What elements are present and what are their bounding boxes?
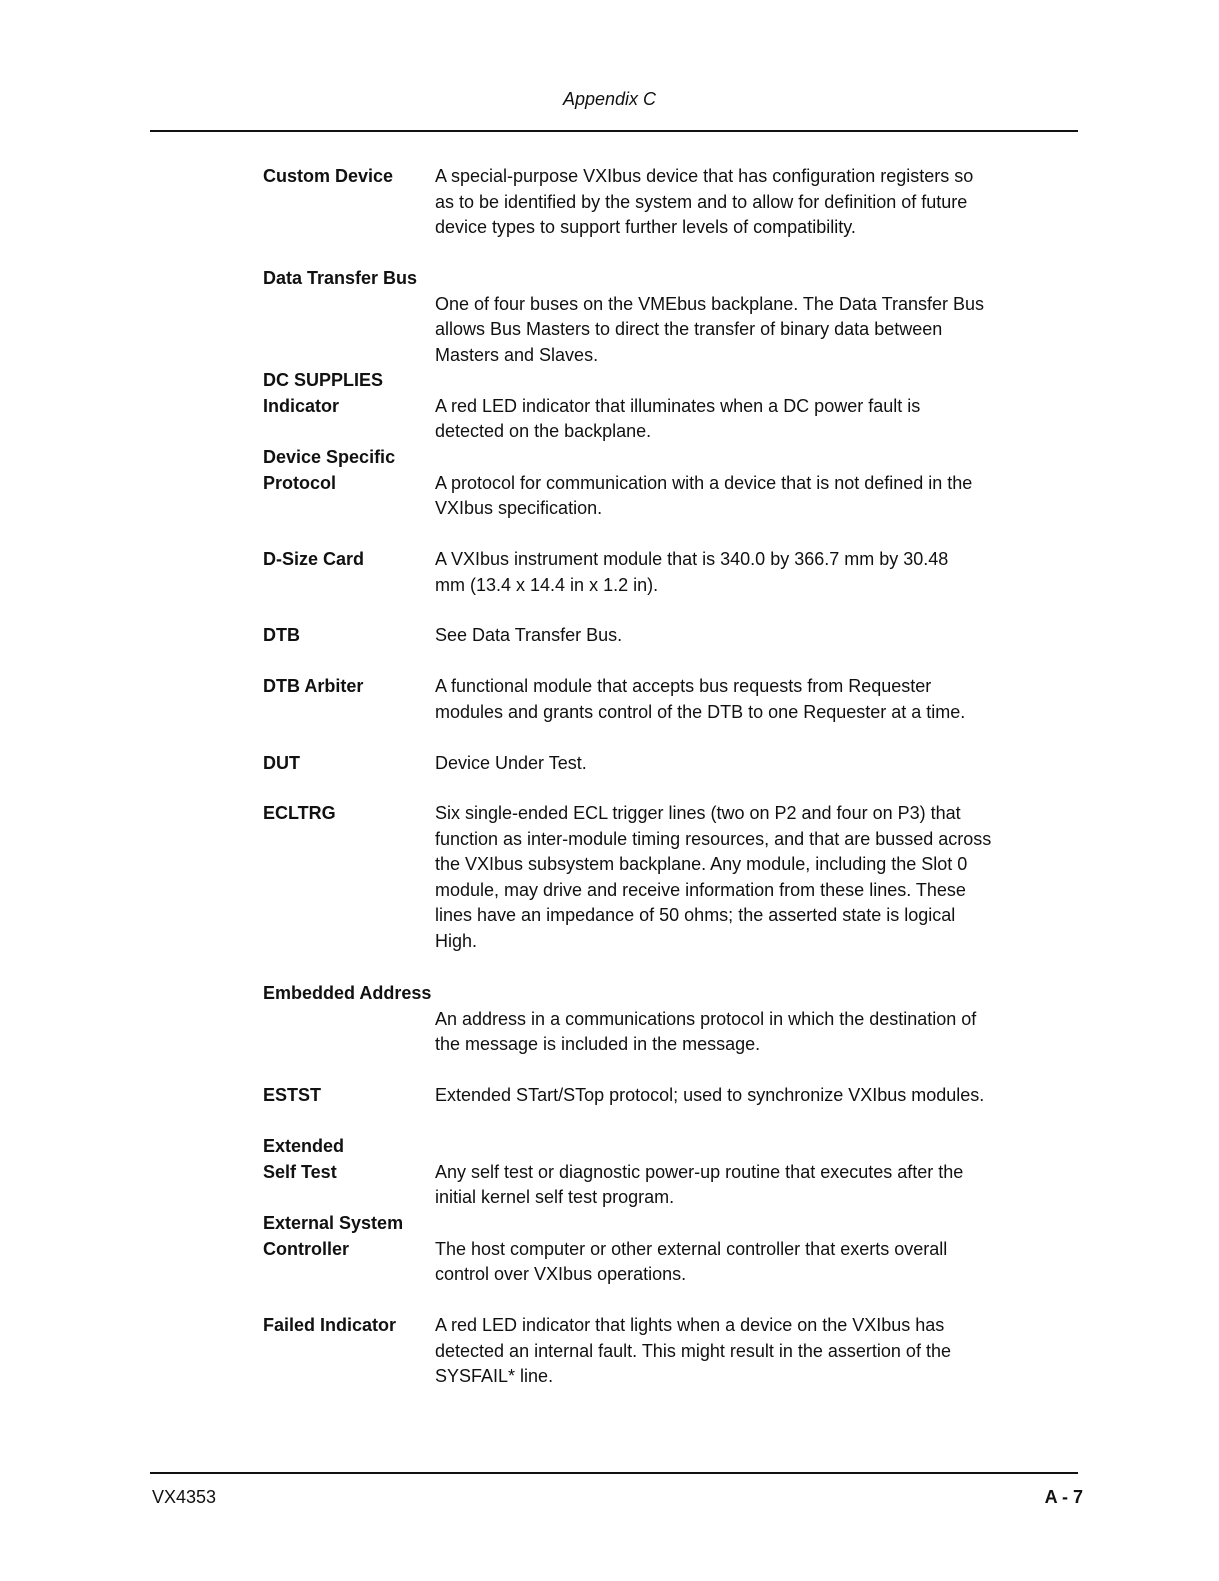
- definition-line: Masters and Slaves.: [435, 344, 599, 365]
- definition-line: One of four buses on the VMEbus backplane. The Data Transfer Bus: [435, 293, 984, 314]
- definition-line: modules and grants control of the DTB to one Requester at a time.: [435, 701, 966, 722]
- definition-line: An address in a communications protocol in which the destination of: [435, 1008, 977, 1029]
- term-line: DUT: [263, 753, 300, 773]
- definition-line: the VXIbus subsystem backplane. Any module, including the Slot 0: [435, 854, 968, 874]
- definition-line: module, may drive and receive information from these lines. These: [435, 879, 966, 900]
- header-rule: [150, 130, 1078, 132]
- term-line: Data Transfer Bus: [263, 268, 418, 288]
- definition-line: VXIbus specification.: [435, 498, 603, 518]
- definition-line: lines have an impedance of 50 ohms; the asserted state is logical: [435, 905, 956, 925]
- definition-line: Six single-ended ECL trigger lines (two on P2 and four on P3) that: [435, 803, 961, 823]
- glossary-term: [263, 164, 433, 190]
- glossary-definition: [435, 801, 991, 954]
- glossary-term: [263, 674, 433, 700]
- term-line: Controller: [263, 1238, 350, 1259]
- definition-line: device types to support further levels of compatibility.: [435, 217, 856, 237]
- glossary-definition: [435, 1313, 951, 1390]
- term-line: Device Specific: [263, 447, 396, 467]
- glossary-term: [263, 1083, 433, 1109]
- glossary-definition: [435, 164, 973, 241]
- glossary-definition: [435, 1083, 984, 1109]
- glossary-term: [263, 368, 433, 419]
- glossary-definition: [435, 394, 920, 445]
- glossary-term: [263, 751, 433, 777]
- term-line: DTB: [263, 625, 300, 645]
- term-line: Failed Indicator: [263, 1315, 397, 1335]
- definition-line: mm (13.4 x 14.4 in x 1.2 in).: [435, 574, 659, 595]
- glossary-term: [263, 445, 433, 496]
- glossary-definition: [435, 547, 948, 598]
- glossary-term: [263, 623, 433, 649]
- glossary-definition: [435, 471, 972, 522]
- definition-line: A red LED indicator that lights when a device on the VXIbus has: [435, 1315, 945, 1335]
- definition-line: High.: [435, 930, 478, 951]
- definition-line: Any self test or diagnostic power-up routine that executes after the: [435, 1161, 964, 1182]
- term-line: D-Size Card: [263, 549, 365, 569]
- glossary-term: [263, 981, 433, 1007]
- term-line: DC SUPPLIES: [263, 370, 384, 390]
- page-header: Appendix C: [562, 89, 657, 109]
- glossary-definition: [435, 1160, 963, 1211]
- footer-rule: [150, 1472, 1078, 1474]
- glossary-term: [263, 1313, 433, 1339]
- definition-line: A red LED indicator that illuminates when a DC power fault is: [435, 395, 921, 416]
- term-line: Indicator: [263, 395, 340, 416]
- definition-line: A special-purpose VXIbus device that has configuration registers so: [435, 166, 974, 186]
- definition-line: control over VXIbus operations.: [435, 1264, 687, 1284]
- term-line: Custom Device: [263, 166, 394, 186]
- term-line: Embedded Address: [263, 983, 432, 1003]
- glossary-term: [263, 266, 433, 292]
- term-line: Protocol: [263, 472, 337, 493]
- term-line: Extended: [263, 1136, 345, 1156]
- term-line: External System: [263, 1213, 404, 1233]
- definition-line: function as inter-module timing resources, and that are bussed across: [435, 828, 992, 849]
- term-line: DTB Arbiter: [263, 676, 364, 696]
- glossary-definition: [435, 674, 965, 725]
- definition-line: A VXIbus instrument module that is 340.0 by 366.7 mm by 30.48: [435, 549, 949, 569]
- definition-line: as to be identified by the system and to allow for definition of future: [435, 191, 968, 212]
- glossary-definition: [435, 1237, 947, 1288]
- glossary-term: [263, 547, 433, 573]
- definition-line: the message is included in the message.: [435, 1034, 761, 1054]
- glossary-definition: [435, 1007, 976, 1058]
- definition-line: A protocol for communication with a device that is not defined in the: [435, 472, 973, 493]
- glossary-definition: [435, 292, 984, 369]
- glossary-term: [263, 801, 433, 827]
- glossary-definition: [435, 623, 622, 649]
- document-id: VX4353: [152, 1487, 217, 1507]
- term-line: ESTST: [263, 1085, 322, 1105]
- page-number: A - 7: [1044, 1487, 1083, 1507]
- definition-line: SYSFAIL* line.: [435, 1366, 554, 1386]
- glossary-term: [263, 1211, 433, 1262]
- definition-line: allows Bus Masters to direct the transfer of binary data between: [435, 319, 943, 339]
- definition-line: detected on the backplane.: [435, 421, 652, 441]
- term-line: ECLTRG: [263, 803, 336, 823]
- definition-line: A functional module that accepts bus requests from Requester: [435, 676, 932, 696]
- definition-line: The host computer or other external controller that exerts overall: [435, 1238, 948, 1259]
- definition-line: Extended STart/STop protocol; used to synchronize VXIbus modules.: [435, 1085, 985, 1105]
- definition-line: See Data Transfer Bus.: [435, 625, 623, 645]
- definition-line: detected an internal fault. This might result in the assertion of the: [435, 1340, 951, 1361]
- definition-line: Device Under Test.: [435, 753, 587, 773]
- definition-line: initial kernel self test program.: [435, 1187, 675, 1207]
- glossary-term: [263, 1134, 433, 1185]
- term-line: Self Test: [263, 1161, 337, 1182]
- glossary-definition: [435, 751, 587, 777]
